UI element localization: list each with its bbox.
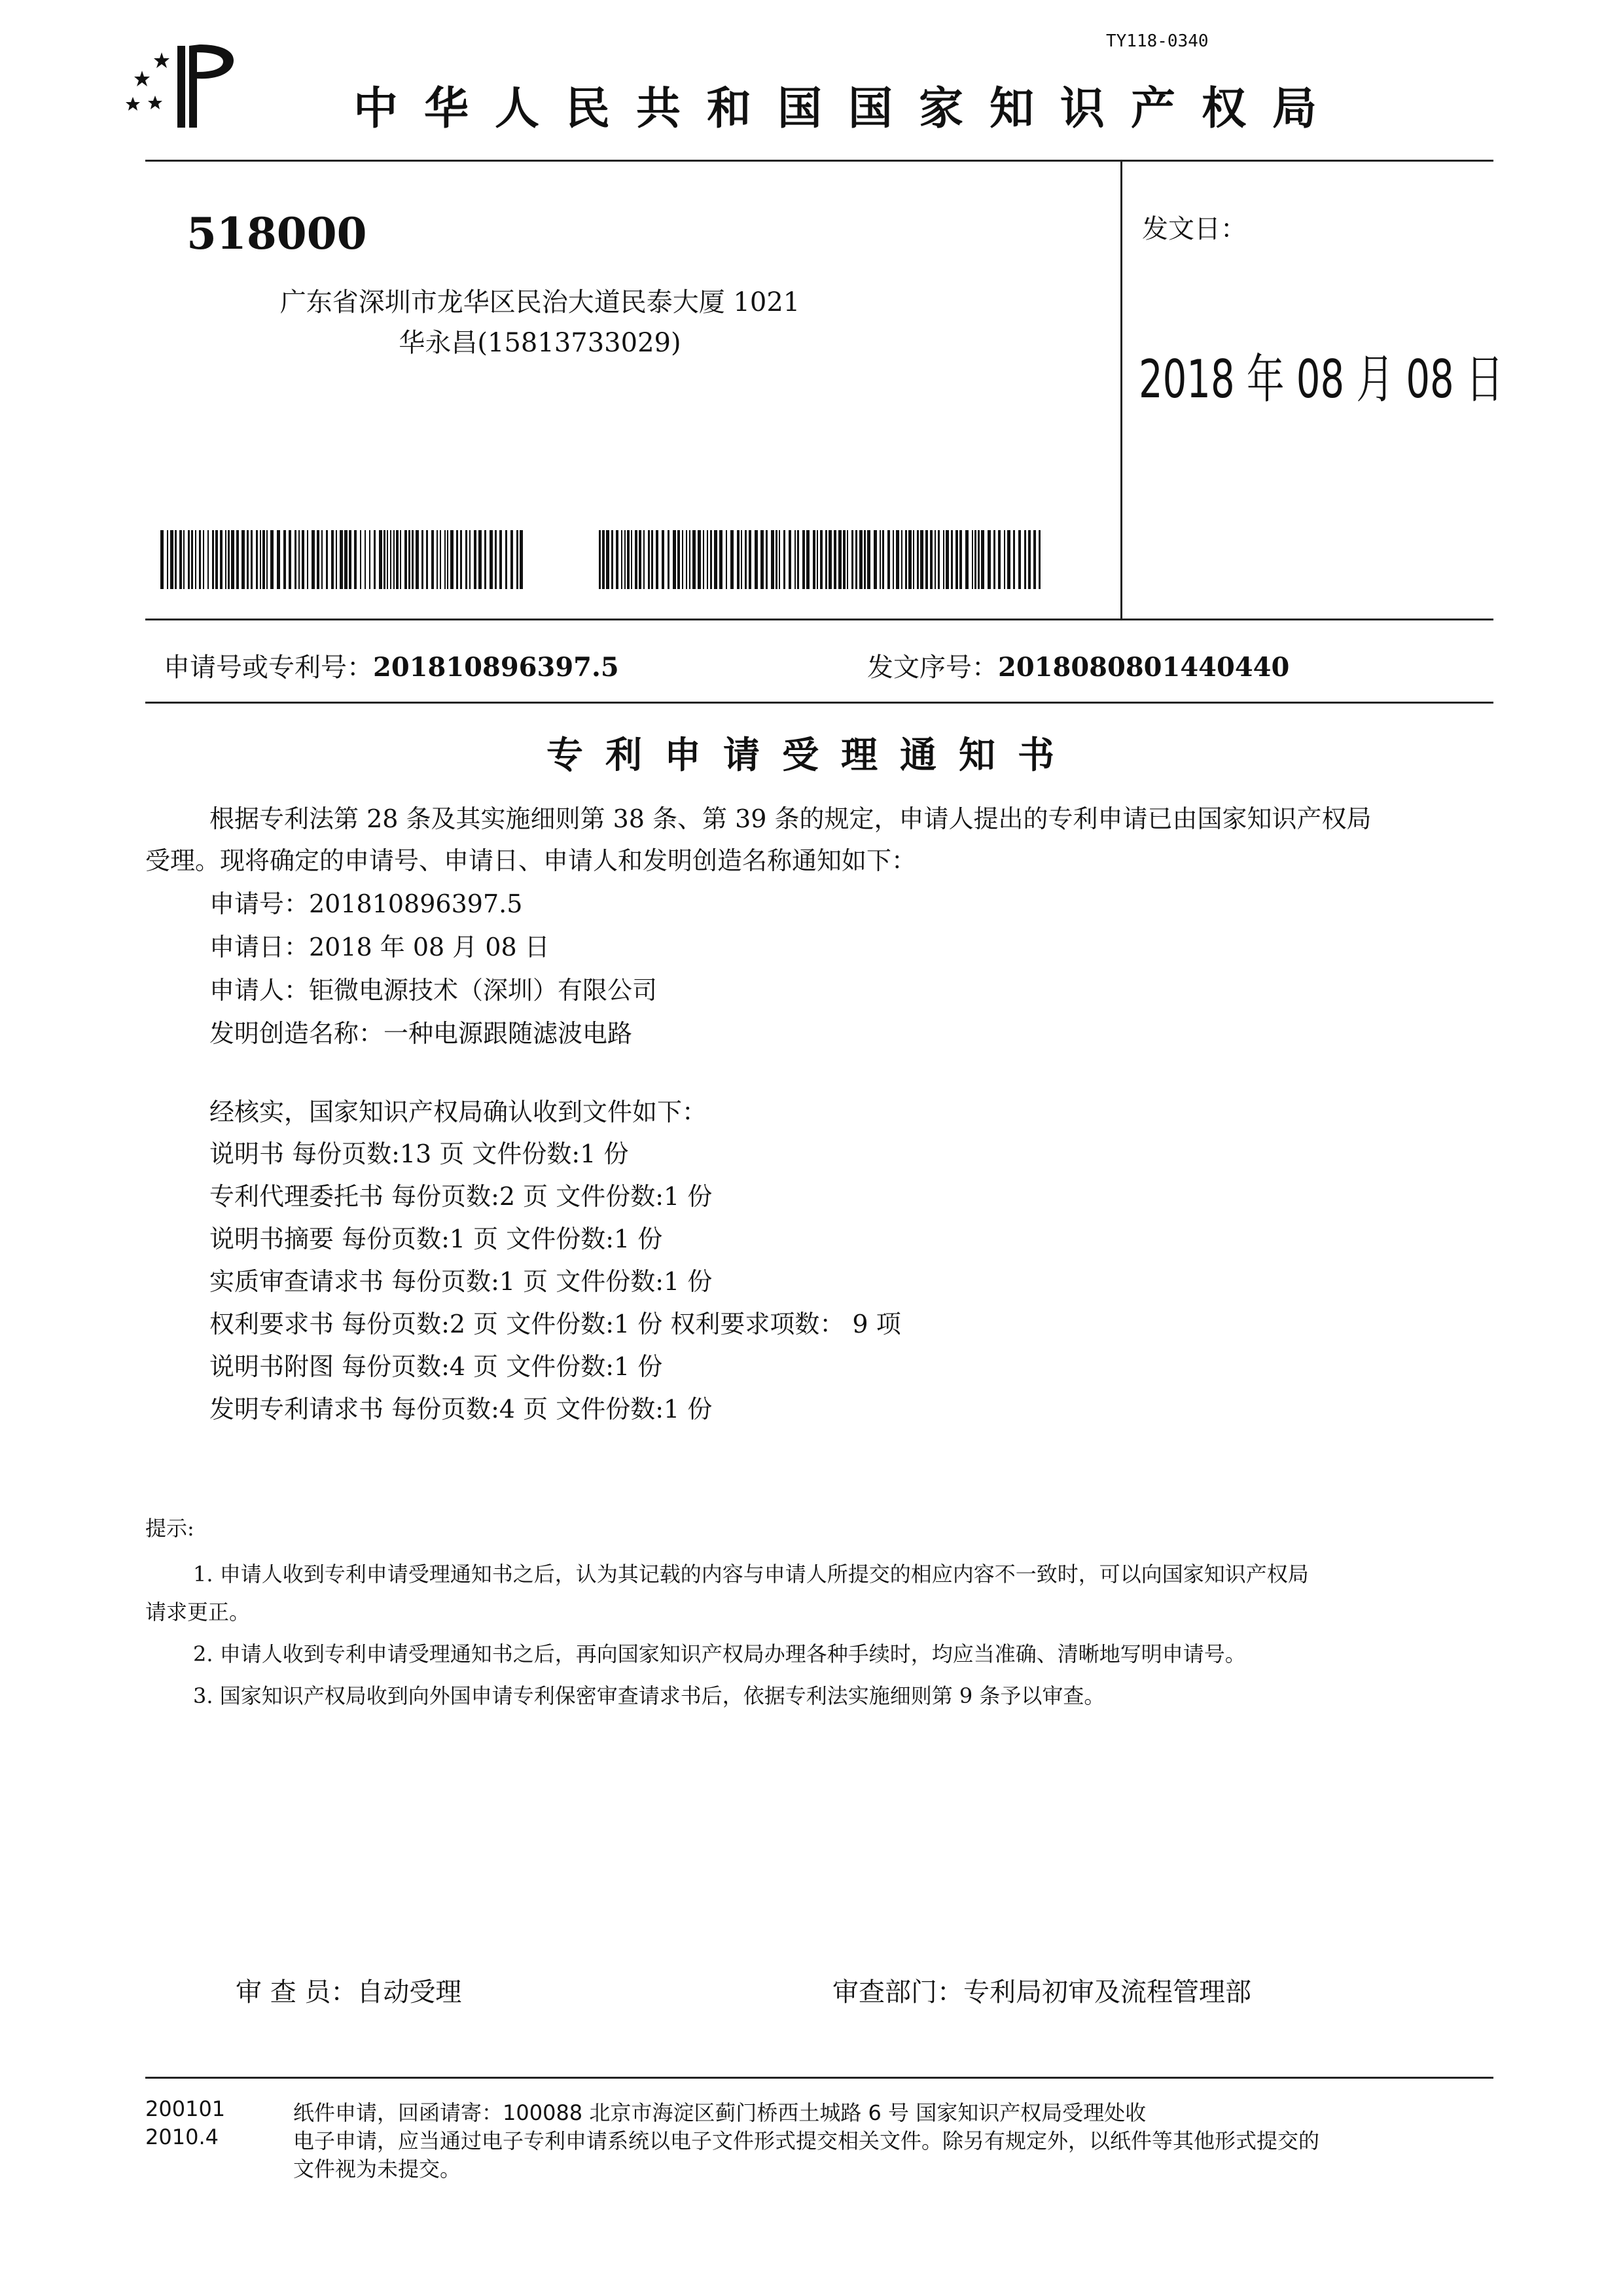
barcode-bar xyxy=(686,530,687,589)
barcode-bar xyxy=(444,530,446,589)
barcode-bar xyxy=(1018,530,1021,589)
barcode-bar xyxy=(344,530,348,589)
barcode-bar xyxy=(783,530,785,589)
barcode-bar xyxy=(737,530,740,589)
barcode-bar xyxy=(236,530,239,589)
barcode-bar xyxy=(988,530,991,589)
barcode-bar xyxy=(175,530,177,589)
footer-divider xyxy=(145,2077,1493,2079)
barcode-bar xyxy=(726,530,727,589)
barcode-bar xyxy=(516,530,518,589)
barcode-bar xyxy=(379,530,382,589)
barcode-bar xyxy=(838,530,842,589)
barcode-bar xyxy=(396,530,399,589)
meta-divider-bottom xyxy=(145,702,1493,704)
barcode-bar xyxy=(698,530,701,589)
postcode: 518000 xyxy=(187,208,367,259)
barcode-bar xyxy=(450,530,454,589)
barcode-bar xyxy=(191,530,193,589)
list-item: 说明书摘要 每份页数:1 页 文件份数:1 份 xyxy=(209,1225,663,1253)
barcode-bar xyxy=(864,530,866,589)
barcode-bar xyxy=(730,530,734,589)
barcode-bar xyxy=(965,530,969,589)
barcode-bar xyxy=(745,530,747,589)
barcode-bar xyxy=(673,530,676,589)
barcode-bar xyxy=(289,530,291,589)
barcode-bar xyxy=(893,530,894,589)
barcode-bar xyxy=(779,530,780,589)
barcode-bar xyxy=(495,530,497,589)
barcode-bar xyxy=(817,530,818,589)
barcode-bar xyxy=(635,530,637,589)
barcode-bar xyxy=(771,530,774,589)
barcode-bar xyxy=(874,530,877,589)
barcode-bar xyxy=(930,530,933,589)
barcode-bar xyxy=(283,530,286,589)
barcode-bar xyxy=(478,530,482,589)
barcode-bar xyxy=(938,530,940,589)
barcode-bar xyxy=(365,530,366,589)
barcode-bar xyxy=(917,530,919,589)
barcode-bar xyxy=(692,530,696,589)
barcode-bar xyxy=(651,530,653,589)
barcode-bar xyxy=(972,530,973,589)
tip-1-line-2: 请求更正。 xyxy=(145,1600,251,1624)
document-title: 专利申请受理通知书 xyxy=(546,734,1077,777)
barcode-bar xyxy=(1033,530,1036,589)
barcode-bar xyxy=(867,530,870,589)
barcode-bar xyxy=(317,530,319,589)
barcode-bar xyxy=(505,530,507,589)
barcode-bar xyxy=(602,530,605,589)
form-code: TY118-0340 xyxy=(1106,31,1209,51)
barcode-bar xyxy=(404,530,407,589)
application-number: 201810896397.5 xyxy=(373,652,619,683)
barcode-bar xyxy=(469,530,471,589)
barcode-bar xyxy=(820,530,823,589)
barcode-bar xyxy=(298,530,300,589)
barcode-bar xyxy=(520,530,523,589)
barcode-bar xyxy=(456,530,458,589)
column-divider xyxy=(1120,160,1122,619)
barcode-bar xyxy=(484,530,486,589)
barcode-bar xyxy=(266,530,268,589)
barcode-bar xyxy=(834,530,836,589)
barcode-bar xyxy=(766,530,768,589)
barcode-bar xyxy=(262,530,265,589)
barcode-bar xyxy=(393,530,395,589)
barcode-bar xyxy=(374,530,376,589)
barcode-bar xyxy=(624,530,626,589)
barcode-bar xyxy=(426,530,428,589)
examiner: 审 查 员：自动受理 xyxy=(236,1977,462,2007)
barcode-bar xyxy=(440,530,441,589)
barcode-bar xyxy=(331,530,334,589)
received-intro: 经核实，国家知识产权局确认收到文件如下： xyxy=(209,1098,707,1126)
barcode-bar xyxy=(383,530,385,589)
barcode-bar xyxy=(390,530,391,589)
barcode-bar xyxy=(802,530,805,589)
barcode-bar xyxy=(277,530,280,589)
barcode-bar xyxy=(207,530,209,589)
barcode-bar xyxy=(905,530,907,589)
list-item: 专利代理委托书 每份页数:2 页 文件份数:1 份 xyxy=(209,1182,713,1211)
examining-department: 审查部门：专利局初审及流程管理部 xyxy=(832,1977,1251,2007)
barcode-bar xyxy=(510,530,513,589)
barcode-bar xyxy=(460,530,462,589)
barcode xyxy=(160,530,526,589)
barcode-bar xyxy=(369,530,370,589)
barcode-bar xyxy=(170,530,173,589)
barcode-bar xyxy=(719,530,722,589)
serial-number-label: 发文序号： xyxy=(867,653,998,683)
barcode-bar xyxy=(220,530,223,589)
barcode-bar xyxy=(755,530,758,589)
barcode-bar xyxy=(167,530,168,589)
barcode-bar xyxy=(312,530,315,589)
serial-number: 2018080801440440 xyxy=(998,652,1290,683)
barcode-bar xyxy=(710,530,712,589)
barcode-bar xyxy=(260,530,261,589)
barcode-bar xyxy=(896,530,899,589)
tip-1-line-1: 1. 申请人收到专利申请受理通知书之后，认为其记载的内容与申请人所提交的相应内容不一致时，可以向国家知识产权局 xyxy=(193,1562,1309,1587)
barcode-bar xyxy=(247,530,249,589)
barcode-bar xyxy=(215,530,218,589)
dispatch-date: 2018 年 08 月 08 日 xyxy=(1139,349,1504,410)
barcode-bar xyxy=(321,530,323,589)
barcode-bar xyxy=(616,530,618,589)
barcode-bar xyxy=(920,530,923,589)
barcode-bar xyxy=(188,530,190,589)
barcode-bar xyxy=(437,530,438,589)
barcode-bar xyxy=(241,530,245,589)
barcode-bar xyxy=(981,530,984,589)
barcode-bar xyxy=(336,530,337,589)
barcode-bar xyxy=(474,530,476,589)
barcode-bar xyxy=(631,530,632,589)
barcode-bar xyxy=(212,530,214,589)
barcode-bar xyxy=(611,530,613,589)
intro-line-2: 受理。现将确定的申请号、申请日、申请人和发明创造名称通知如下： xyxy=(145,846,917,875)
barcode-bar xyxy=(749,530,751,589)
barcode-bar xyxy=(677,530,680,589)
barcode-bar xyxy=(294,530,296,589)
barcode-bar xyxy=(354,530,357,589)
barcode-bar xyxy=(668,530,669,589)
barcode-bar xyxy=(760,530,764,589)
barcode-bar xyxy=(847,530,848,589)
field-filing-date: 申请日：2018 年 08 月 08 日 xyxy=(209,933,550,961)
barcode-bar xyxy=(1013,530,1015,589)
barcode-bar xyxy=(851,530,853,589)
barcode-bar xyxy=(935,530,936,589)
tip-3: 3. 国家知识产权局收到向外国申请专利保密审查请求书后，依据专利法实施细则第 9 条予以审查。 xyxy=(193,1683,1105,1708)
barcode-bar xyxy=(913,530,914,589)
barcode-bar xyxy=(447,530,448,589)
barcode-bar xyxy=(195,530,196,589)
list-item: 权利要求书 每份页数:2 页 文件份数:1 份 权利要求项数： 9 项 xyxy=(209,1310,901,1338)
barcode-bar xyxy=(741,530,742,589)
barcode-bar xyxy=(431,530,434,589)
footer-line-1: 纸件申请，回函请寄：100088 北京市海淀区蓟门桥西土城路 6 号 国家知识产权局受理处收 xyxy=(293,2100,1147,2125)
barcode-bar xyxy=(1007,530,1010,589)
list-item: 说明书附图 每份页数:4 页 文件份数:1 份 xyxy=(209,1352,663,1381)
list-item: 发明专利请求书 每份页数:4 页 文件份数:1 份 xyxy=(209,1395,713,1424)
barcode-bar xyxy=(946,530,949,589)
barcode-bar xyxy=(806,530,810,589)
barcode-bar xyxy=(160,530,164,589)
barcode-bar xyxy=(639,530,641,589)
recipient-name: 华永昌(15813733029) xyxy=(399,328,681,358)
barcode-bar xyxy=(901,530,902,589)
barcode-bar xyxy=(951,530,953,589)
barcode-bar xyxy=(643,530,645,589)
barcode-bar xyxy=(993,530,995,589)
footer-code-1: 200101 xyxy=(145,2096,226,2121)
barcode-bar xyxy=(412,530,414,589)
barcode-bar xyxy=(959,530,962,589)
barcode-bar xyxy=(387,530,388,589)
barcode-bar xyxy=(703,530,704,589)
tip-2: 2. 申请人收到专利申请受理通知书之后，再向国家知识产权局办理各种手续时，均应当准确、清晰地写明申请号。 xyxy=(193,1641,1246,1666)
barcode-bar xyxy=(270,530,274,589)
barcode-bar xyxy=(707,530,708,589)
barcode-bar xyxy=(829,530,832,589)
barcode-bar xyxy=(408,530,410,589)
intro-line-1: 根据专利法第 28 条及其实施细则第 38 条、第 39 条的规定，申请人提出的专利申请已由国家知识产权局 xyxy=(209,804,1372,833)
barcode-bar xyxy=(974,530,976,589)
cnipa-emblem-icon xyxy=(121,39,245,137)
barcode-bar xyxy=(416,530,419,589)
barcode-bar xyxy=(908,530,912,589)
barcode-bar xyxy=(349,530,351,589)
tips-title: 提示: xyxy=(145,1516,194,1541)
barcode-bar xyxy=(400,530,401,589)
barcode-bar xyxy=(825,530,827,589)
barcode-bar xyxy=(662,530,664,589)
barcode-bar xyxy=(887,530,890,589)
meta-divider-top xyxy=(145,619,1493,620)
barcode-bar xyxy=(882,530,884,589)
barcode-bar xyxy=(978,530,980,589)
barcode-bar xyxy=(813,530,815,589)
barcode-bar xyxy=(621,530,622,589)
barcode-bar xyxy=(648,530,650,589)
barcode-bar xyxy=(943,530,944,589)
serial-number-row xyxy=(867,647,1289,684)
footer-line-2: 电子申请，应当通过电子专利申请系统以电子文件形式提交相关文件。除另有规定外，以纸件等其他形式提交的 xyxy=(293,2128,1320,2153)
barcode-bar xyxy=(714,530,717,589)
footer-line-3: 文件视为未提交。 xyxy=(293,2157,461,2181)
barcode-bar xyxy=(789,530,791,589)
barcode-bar xyxy=(340,530,343,589)
footer-code-2: 2010.4 xyxy=(145,2125,219,2149)
barcode-bar xyxy=(859,530,863,589)
barcode-bar xyxy=(228,530,230,589)
barcode-bar xyxy=(855,530,857,589)
field-applicant: 申请人：钜微电源技术（深圳）有限公司 xyxy=(209,976,658,1005)
barcode-bar xyxy=(1024,530,1026,589)
barcode xyxy=(599,530,1043,589)
barcode-bar xyxy=(1039,530,1041,589)
barcode-bar xyxy=(421,530,423,589)
barcode-bar xyxy=(465,530,467,589)
barcode-bar xyxy=(627,530,630,589)
field-invention-title: 发明创造名称：一种电源跟随滤波电路 xyxy=(209,1019,633,1048)
barcode-bar xyxy=(256,530,258,589)
barcode-bar xyxy=(203,530,204,589)
application-number-row xyxy=(164,647,619,684)
barcode-bar xyxy=(606,530,609,589)
barcode-bar xyxy=(490,530,493,589)
barcode-bar xyxy=(199,530,201,589)
barcode-bar xyxy=(955,530,958,589)
header-divider xyxy=(145,160,1493,162)
barcode-bar xyxy=(797,530,799,589)
list-item: 说明书 每份页数:13 页 文件份数:1 份 xyxy=(209,1139,629,1168)
barcode-bar xyxy=(499,530,502,589)
recipient-address: 广东省深圳市龙华区民治大道民泰大厦 1021 xyxy=(279,287,800,317)
barcode-bar xyxy=(843,530,846,589)
barcode-bar xyxy=(689,530,690,589)
barcode-bar xyxy=(251,530,253,589)
barcode-bar xyxy=(794,530,796,589)
barcode-bar xyxy=(880,530,881,589)
barcode-bar xyxy=(360,530,361,589)
field-application-number: 申请号：201810896397.5 xyxy=(209,889,523,918)
barcode-bar xyxy=(179,530,182,589)
barcode-bar xyxy=(183,530,185,589)
barcode-bar xyxy=(307,530,308,589)
list-item: 实质审查请求书 每份页数:1 页 文件份数:1 份 xyxy=(209,1267,713,1296)
barcode-bar xyxy=(231,530,234,589)
barcode-bar xyxy=(682,530,683,589)
agency-name: 中华人民共和国国家知识产权局 xyxy=(353,83,1344,135)
barcode-bar xyxy=(1004,530,1005,589)
dispatch-date-label: 发文日： xyxy=(1142,214,1247,244)
barcode-bar xyxy=(225,530,226,589)
barcode-bar xyxy=(599,530,601,589)
application-number-label: 申请号或专利号： xyxy=(164,653,373,683)
barcode-bar xyxy=(302,530,304,589)
barcode-bar xyxy=(1028,530,1031,589)
barcode-bar xyxy=(925,530,928,589)
barcode-bar xyxy=(776,530,777,589)
barcode-bar xyxy=(326,530,328,589)
barcode-bar xyxy=(656,530,658,589)
barcode-bar xyxy=(998,530,1001,589)
